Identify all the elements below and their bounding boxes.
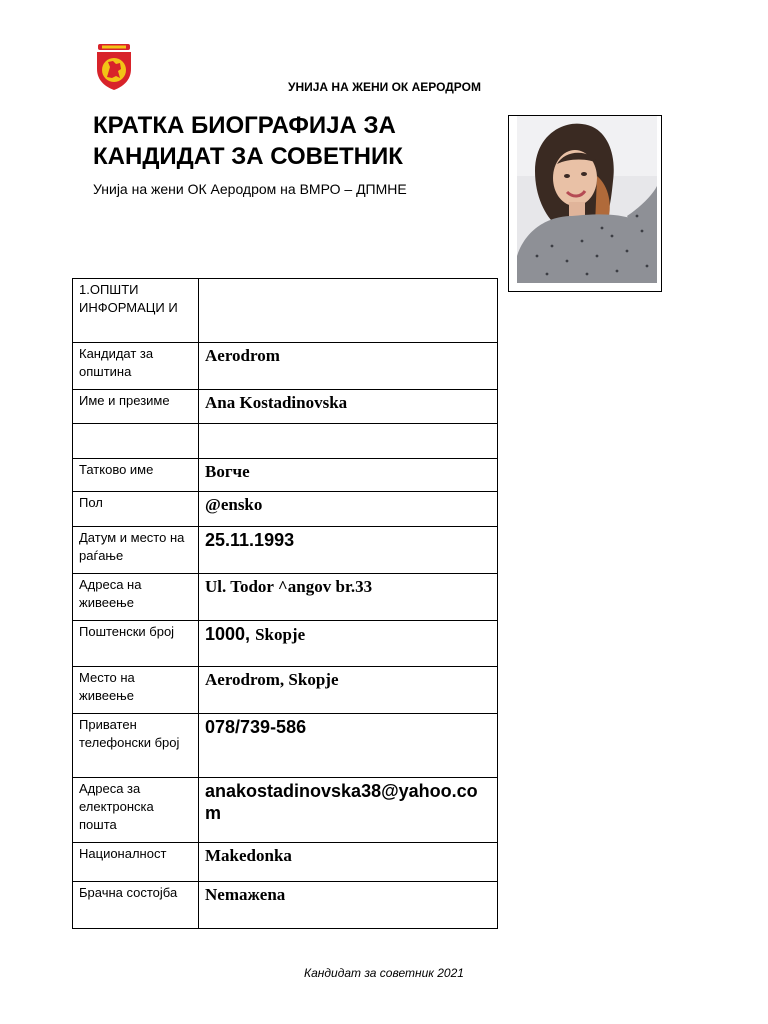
row-label: Место на живеење (73, 667, 199, 714)
title-line-2: КАНДИДАТ ЗА СОВЕТНИК (93, 143, 403, 170)
row-value: 25.11.1993 (199, 527, 498, 574)
row-label: Адреса на живеење (73, 574, 199, 621)
candidate-photo (517, 116, 657, 283)
row-label: Име и презиме (73, 390, 199, 424)
row-label: Поштенски број (73, 621, 199, 667)
row-value: 078/739-586 (199, 714, 498, 778)
row-value (199, 621, 498, 667)
row-value: Ul. Todor ^angov br.33 (199, 574, 498, 621)
table-row (73, 390, 498, 424)
row-value: @ensko (199, 492, 498, 527)
title-line-1: КРАТКА БИОГРАФИЈА ЗА (93, 112, 396, 139)
row-value (199, 424, 498, 459)
party-logo-icon (94, 43, 134, 91)
table-row (73, 459, 498, 492)
table-row (73, 667, 498, 714)
table-row (73, 843, 498, 882)
table-row (73, 492, 498, 527)
row-label: Приватен телефонски број (73, 714, 199, 778)
email-value: anakostadinovska38@yahoo.com (199, 778, 498, 843)
postal-code: 1000, (205, 624, 251, 644)
table-row (73, 882, 498, 929)
subtitle: Унија на жени ОК Аеродром на ВМРО – ДПМНЕ (93, 181, 407, 197)
row-value: Aerodrom (199, 343, 498, 390)
row-label: Датум и место на раѓање (73, 527, 199, 574)
postal-city: Skopje (255, 625, 306, 644)
row-value (199, 279, 498, 343)
page-footer: Кандидат за советник 2021 (304, 966, 464, 980)
table-row (73, 279, 498, 343)
row-value: Вогче (199, 459, 498, 492)
row-label: Татково име (73, 459, 199, 492)
row-value: Makedonka (199, 843, 498, 882)
row-label (73, 424, 199, 459)
row-value: Ana Kostadinovska (199, 390, 498, 424)
page-title (93, 110, 493, 172)
table-row (73, 574, 498, 621)
row-label: Брачна состојба (73, 882, 199, 929)
photo-frame (508, 115, 662, 292)
table-row (73, 714, 498, 778)
row-label: Националност (73, 843, 199, 882)
table-row (73, 778, 498, 843)
row-label: 1.ОПШТИ ИНФОРМАЦИ И (73, 279, 199, 343)
organization-header: УНИЈА НА ЖЕНИ ОК АЕРОДРОМ (288, 80, 481, 94)
row-label: Адреса за електронска пошта (73, 778, 199, 843)
row-value: Nemажena (199, 882, 498, 929)
table-row (73, 343, 498, 390)
table-row (73, 527, 498, 574)
row-value: Aerodrom, Skopje (199, 667, 498, 714)
table-row (73, 621, 498, 667)
row-label: Кандидат за општина (73, 343, 199, 390)
row-label: Пол (73, 492, 199, 527)
biography-table (72, 278, 498, 929)
table-row (73, 424, 498, 459)
